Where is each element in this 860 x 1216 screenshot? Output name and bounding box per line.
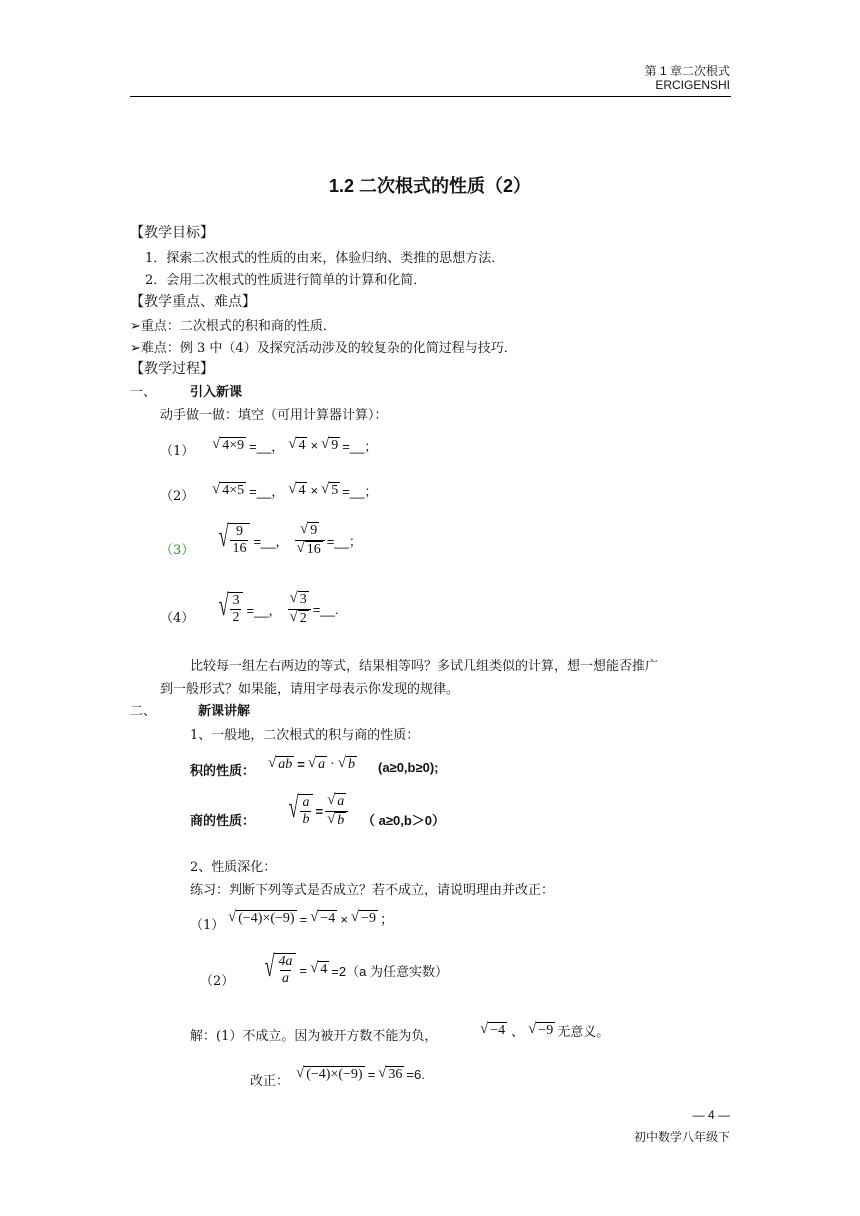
ex1-label: （1） xyxy=(160,444,195,459)
footer-book: 初中数学八年级下 xyxy=(633,1130,730,1144)
section1-num: 一、 xyxy=(130,385,157,400)
sol-a: 解：(1）不成立。因为被开方数不能为负， xyxy=(190,1029,438,1044)
keypoint-difficult: ➢难点：例 3 中（4）及探究活动涉及的较复杂的化简过程与技巧． xyxy=(130,341,517,356)
p1-label: （1） xyxy=(190,918,225,933)
ex4-rad-den: 2 xyxy=(299,610,307,626)
section1-title: 引入新课 xyxy=(190,384,243,399)
sol-b: 无意义。 xyxy=(557,1024,610,1039)
ex3-blank2: =__； xyxy=(326,533,362,549)
p1-r2: −9 xyxy=(361,911,377,927)
equals-sign: = xyxy=(299,911,308,927)
header-subtitle: ERCIGENSHI xyxy=(655,78,730,92)
p2-den: a xyxy=(281,971,289,987)
fix-inner: (−4)×(−9) xyxy=(306,1067,363,1082)
footer-page: — 4 — xyxy=(692,1108,730,1122)
section2-num: 二、 xyxy=(130,704,157,719)
quotient-label: 商的性质： xyxy=(190,813,256,828)
sol-r1: −4 xyxy=(490,1022,506,1038)
fix-label: 改正： xyxy=(250,1074,290,1089)
ex2-rad-b2: 5 xyxy=(331,482,339,498)
fix-end: =6. xyxy=(406,1067,425,1083)
ex1-blank2: =__； xyxy=(342,439,378,454)
ex3-den: 16 xyxy=(232,541,247,557)
goal-item-1: 1．探索二次根式的性质的由来，体验归纳、类推的思想方法． xyxy=(145,251,505,266)
product-formula: √ ab = √ a · √ b xyxy=(268,755,355,773)
header-chapter: 第 1 章二次根式 xyxy=(644,64,730,78)
quotient-formula: √ $\frac{a}{b}$ = √ a √ b xyxy=(282,793,348,830)
dot-sign: · xyxy=(330,756,335,772)
times-sign: × xyxy=(310,438,319,453)
ex2-radicand: 4×5 xyxy=(222,482,245,498)
ex4-rad-num: 3 xyxy=(299,592,307,607)
ex4-blank: =__， xyxy=(246,602,282,618)
compare-line-2: 到一般形式？如果能，请用字母表示你发现的规律。 xyxy=(160,682,460,697)
ex4-num: 3 xyxy=(232,593,240,609)
ex2-blank: =__， xyxy=(249,484,285,499)
sol-roots: √ −4 、 √ −9 无意义。 xyxy=(480,1020,610,1039)
fix-rad: 36 xyxy=(388,1067,403,1082)
ex1-rad-b1: 4 xyxy=(298,437,306,453)
ex2-blank2: =__； xyxy=(342,484,378,499)
keypoints-heading: 【教学重点、难点】 xyxy=(130,294,256,310)
ex1-rad-b2: 9 xyxy=(331,437,339,453)
equals-sign: = xyxy=(315,803,324,819)
equals-sign: = xyxy=(297,757,305,773)
practice-text: 练习：判断下列等式是否成立？若不成立，请说明理由并改正： xyxy=(190,883,555,898)
process-heading: 【教学过程】 xyxy=(130,361,214,377)
equals-sign: = xyxy=(367,1067,376,1083)
keypoint-key: ➢重点：二次根式的积和商的性质． xyxy=(130,319,336,334)
ex3-num: 9 xyxy=(235,524,243,540)
p2-label: （2） xyxy=(200,974,235,989)
ex4-den: 2 xyxy=(232,610,240,626)
product-a: a xyxy=(318,757,326,772)
p1-r1: −4 xyxy=(320,911,336,927)
sol-r2: −9 xyxy=(538,1022,554,1038)
ex3-blank: =__， xyxy=(253,533,289,549)
ex4-blank2: =__. xyxy=(312,601,339,617)
quotient-cond: （ a≥0,b＞0） xyxy=(362,813,445,828)
ex3-rad-den: 16 xyxy=(306,541,321,557)
ex2-label: （2） xyxy=(160,489,195,504)
sol-sep: 、 xyxy=(511,1024,525,1039)
p2-expr: √ $\frac{4a}{a}$ = √ 4 =2（a 为任意实数） xyxy=(264,950,448,987)
product-label: 积的性质： xyxy=(190,763,256,778)
page-title: 1.2 二次根式的性质（2） xyxy=(328,176,532,196)
ex1-expr: √ 4×9 =__， √ 4 × √ 9 =__； xyxy=(212,435,378,454)
goals-heading: 【教学目标】 xyxy=(130,225,214,241)
times-sign: × xyxy=(340,911,348,927)
ex2-expr: √ 4×5 =__， √ 4 × √ 5 =__； xyxy=(212,480,378,499)
product-cond: (a≥0,b≥0); xyxy=(378,760,439,775)
header-rule xyxy=(130,96,731,97)
ex2-rad-b1: 4 xyxy=(298,482,306,498)
p1-end: ； xyxy=(380,913,395,928)
product-b: b xyxy=(347,757,355,772)
ex4-expr: √ $\frac{3}{2}$ =__， √ 3 √ 2 =__. xyxy=(218,589,339,626)
ex1-radicand: 4×9 xyxy=(222,437,245,453)
compare-line-1: 比较每一组左右两边的等式，结果相等吗？多试几组类似的计算，想一想能否推广 xyxy=(190,659,659,674)
p1-expr: √ (−4)×(−9) = √ −4 × √ −9 ； xyxy=(228,909,395,928)
goal-item-2: 2．会用二次根式的性质进行简单的计算和化简． xyxy=(145,273,427,288)
ex1-blank: =__， xyxy=(249,439,285,454)
product-ab: ab xyxy=(278,757,293,772)
ex3-label: （3） xyxy=(160,543,195,558)
ex3-expr: √ $\frac{9}{16}$ =__， √ 9 √ 16 =__； xyxy=(218,520,362,557)
ex3-rad-num: 9 xyxy=(310,523,318,538)
ex4-label: （4） xyxy=(160,611,195,626)
p2-rad: 4 xyxy=(320,962,328,978)
p1-inner: (−4)×(−9) xyxy=(238,911,295,927)
p2-end: =2（a 为任意实数） xyxy=(331,963,448,979)
fix-expr: √ (−4)×(−9) = √ 36 =6. xyxy=(296,1065,425,1083)
activity-text: 动手做一做：填空（可用计算器计算）： xyxy=(160,408,388,423)
deepen-text: 2、性质深化： xyxy=(190,860,277,875)
equals-sign: = xyxy=(299,962,308,978)
section2-title: 新课讲解 xyxy=(198,703,251,718)
p2-num: 4a xyxy=(278,954,293,969)
times-sign: × xyxy=(310,483,319,498)
general-text: 1、一般地，二次根式的积与商的性质： xyxy=(190,728,420,743)
